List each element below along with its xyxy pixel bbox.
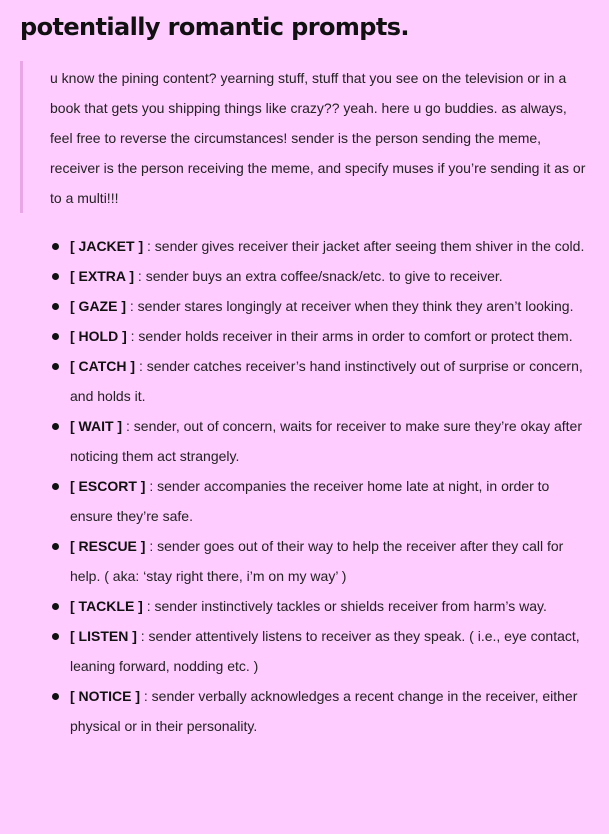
- bullet-icon: [52, 633, 59, 640]
- prompt-item-wait: [0, 411, 609, 471]
- prompt-text: : sender, out of concern, waits for receiver to make sure they’re okay after noticing them act strangely.: [70, 418, 582, 464]
- prompt-tag: [ EXTRA ]: [70, 268, 135, 284]
- bullet-icon: [52, 603, 59, 610]
- prompt-item-listen: [0, 621, 609, 681]
- prompt-text: : sender holds receiver in their arms in order to comfort or protect them.: [126, 328, 573, 344]
- prompt-tag: [ LISTEN ]: [70, 628, 137, 644]
- prompt-tag: [ TACKLE ]: [70, 598, 143, 614]
- prompt-text: : sender goes out of their way to help the receiver after they call for help. ( aka: ‘stay right there, i’m on my way’ ): [70, 538, 564, 584]
- prompt-item-hold: [0, 321, 609, 351]
- prompt-tag: [ WAIT ]: [70, 418, 123, 434]
- intro-paragraph: u know the pining content? yearning stuff, stuff that you see on the television or in a book that gets you shipping things like crazy?? yeah. here u go buddies. as always, feel free to reverse the circumstances! sender is the person sending the meme, receiver is the person receiving the meme, and specify muses if you’re sending it as or to a multi!!!: [50, 70, 586, 206]
- prompt-item-jacket: [0, 231, 609, 261]
- prompt-item-tackle: [0, 591, 609, 621]
- page-title: potentially romantic prompts.: [20, 13, 409, 41]
- intro-blockquote: [20, 61, 592, 213]
- prompt-tag: [ CATCH ]: [70, 358, 136, 374]
- prompt-item-extra: [0, 261, 609, 291]
- prompt-item-rescue: [0, 531, 609, 591]
- prompt-tag: [ ESCORT ]: [70, 478, 146, 494]
- prompt-tag: [ GAZE ]: [70, 298, 126, 314]
- bullet-icon: [52, 543, 59, 550]
- prompt-item-escort: [0, 471, 609, 531]
- bullet-icon: [52, 333, 59, 340]
- prompt-text: : sender instinctively tackles or shields receiver from harm’s way.: [142, 598, 547, 614]
- prompt-text: : sender buys an extra coffee/snack/etc. to give to receiver.: [134, 268, 503, 284]
- bullet-icon: [52, 303, 59, 310]
- prompt-text: : sender stares longingly at receiver when they think they aren’t looking.: [126, 298, 574, 314]
- bullet-icon: [52, 363, 59, 370]
- prompt-text: : sender gives receiver their jacket after seeing them shiver in the cold.: [143, 238, 585, 254]
- prompt-item-gaze: [0, 291, 609, 321]
- prompt-text: : sender attentively listens to receiver as they speak. ( i.e., eye contact, leaning forward, nodding etc. ): [70, 628, 580, 674]
- bullet-icon: [52, 273, 59, 280]
- prompt-item-catch: [0, 351, 609, 411]
- prompt-tag: [ JACKET ]: [70, 238, 144, 254]
- prompt-text: : sender catches receiver’s hand instinctively out of surprise or concern, and holds it.: [70, 358, 583, 404]
- bullet-icon: [52, 243, 59, 250]
- prompt-item-notice: [0, 681, 609, 741]
- prompt-tag: [ RESCUE ]: [70, 538, 146, 554]
- prompt-tag: [ NOTICE ]: [70, 688, 140, 704]
- prompt-text: : sender accompanies the receiver home late at night, in order to ensure they’re safe.: [70, 478, 550, 524]
- prompt-tag: [ HOLD ]: [70, 328, 127, 344]
- bullet-icon: [52, 483, 59, 490]
- prompt-list: [0, 231, 609, 741]
- bullet-icon: [52, 693, 59, 700]
- bullet-icon: [52, 423, 59, 430]
- prompt-text: : sender verbally acknowledges a recent change in the receiver, either physical or in their personality.: [70, 688, 578, 734]
